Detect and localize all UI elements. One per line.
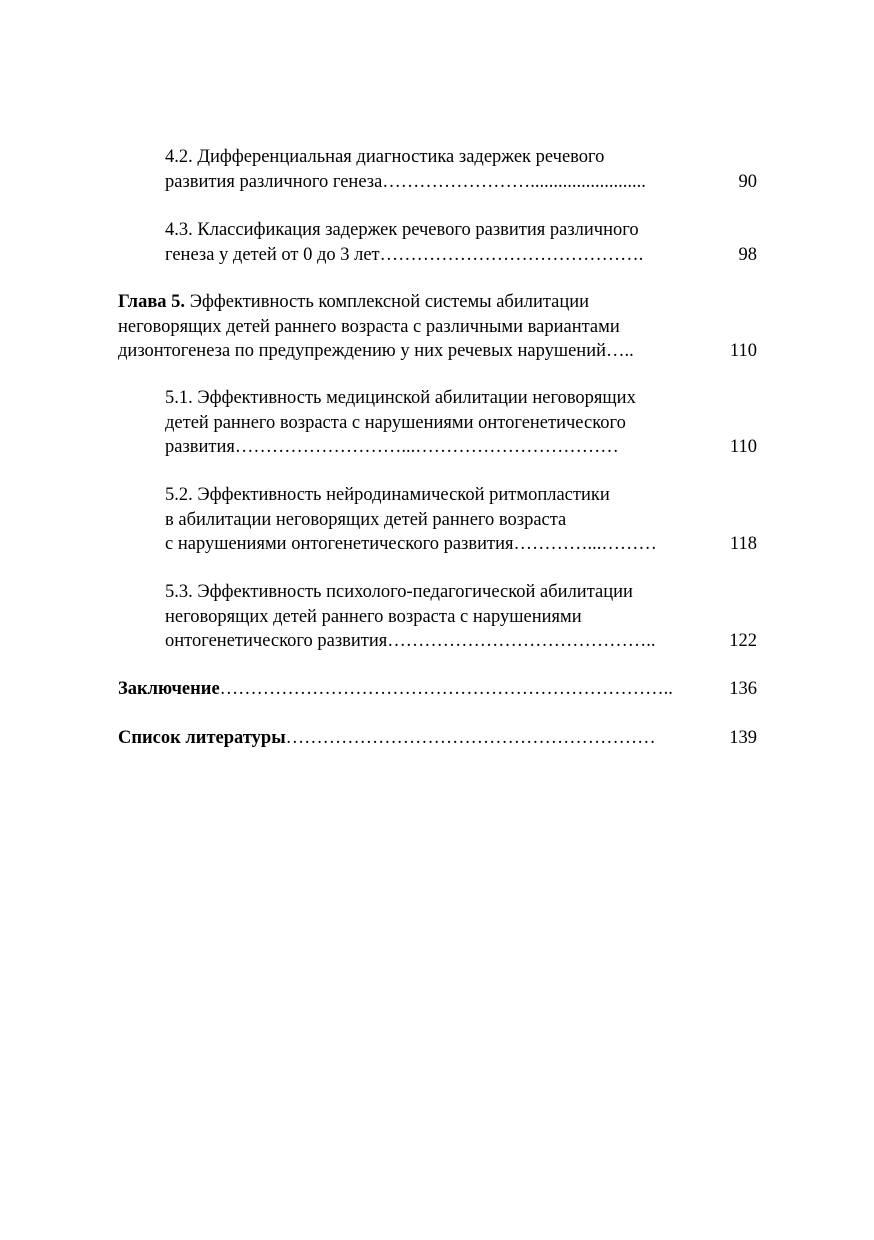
toc-entry-title-line: 4.3. Классификация задержек речевого развития различного bbox=[165, 220, 639, 240]
toc-page-number: 136 bbox=[729, 679, 757, 699]
toc-page-number: 98 bbox=[738, 244, 757, 265]
toc-entry-title-line: развития………………………...…………………………… bbox=[165, 437, 619, 457]
toc-entry-title-line: детей раннего возраста с нарушениями онтогенетического bbox=[165, 412, 626, 433]
toc-entry-title-line bbox=[118, 726, 757, 751]
toc-entry-references[interactable] bbox=[118, 726, 757, 751]
chapter-label: Глава 5. bbox=[118, 292, 186, 312]
toc-entry-title-line: 5.2. Эффективность нейродинамической ритмопластики bbox=[165, 485, 610, 505]
toc-entry-4-3[interactable] bbox=[165, 218, 757, 267]
toc-entry-title-line: развития различного генеза……………………......................... bbox=[165, 171, 646, 192]
toc-page-number: 139 bbox=[729, 728, 757, 748]
toc-page-number: 110 bbox=[729, 341, 757, 361]
toc-entry-title-line: 4.2. Дифференциальная диагностика задержек речевого bbox=[165, 147, 605, 167]
toc-entry-5-3[interactable] bbox=[165, 580, 757, 654]
toc-page-number: 118 bbox=[729, 534, 757, 554]
toc-entry-4-2[interactable] bbox=[165, 145, 757, 194]
toc-entry-title-line: генеза у детей от 0 до 3 лет……………………………………. bbox=[165, 244, 644, 265]
toc-entry-title-line: дизонтогенеза по предупреждению у них речевых нарушений….. bbox=[118, 341, 634, 361]
toc-leader-dots: ……………………………………………………………….. bbox=[219, 679, 673, 699]
toc-page-number: 110 bbox=[729, 437, 757, 457]
conclusion-label: Заключение bbox=[118, 679, 220, 699]
toc-entry-conclusion[interactable] bbox=[118, 677, 757, 702]
toc-entry-title-line: неговорящих детей раннего возраста с нарушениями bbox=[165, 606, 582, 627]
chapter-title-start: Эффективность комплексной системы абилитации bbox=[185, 292, 590, 312]
toc-entry-5-2[interactable] bbox=[165, 483, 757, 557]
toc-entry-title-line: 5.1. Эффективность медицинской абилитации неговорящих bbox=[165, 388, 636, 408]
toc-leader-dots: …………………………………………………… bbox=[285, 728, 656, 748]
toc-entry-title-line: неговорящих детей раннего возраста с различными вариантами bbox=[118, 316, 620, 337]
toc-entry-title-line bbox=[118, 290, 757, 315]
toc-entry-5-1[interactable] bbox=[165, 386, 757, 460]
toc-entry-chapter-5[interactable] bbox=[118, 290, 757, 364]
toc-entry-title-line bbox=[118, 677, 757, 702]
toc-entry-title-line: онтогенетического развития…………………………………….. bbox=[165, 631, 656, 651]
toc-entry-title-line: в абилитации неговорящих детей раннего возраста bbox=[165, 509, 567, 530]
toc-entry-title-line: 5.3. Эффективность психолого-педагогической абилитации bbox=[165, 582, 633, 602]
toc-page-number: 90 bbox=[738, 171, 757, 192]
references-label: Список литературы bbox=[118, 728, 286, 748]
toc-entry-title-line: с нарушениями онтогенетического развития…………...……… bbox=[165, 534, 657, 554]
toc-page-number: 122 bbox=[729, 631, 757, 651]
